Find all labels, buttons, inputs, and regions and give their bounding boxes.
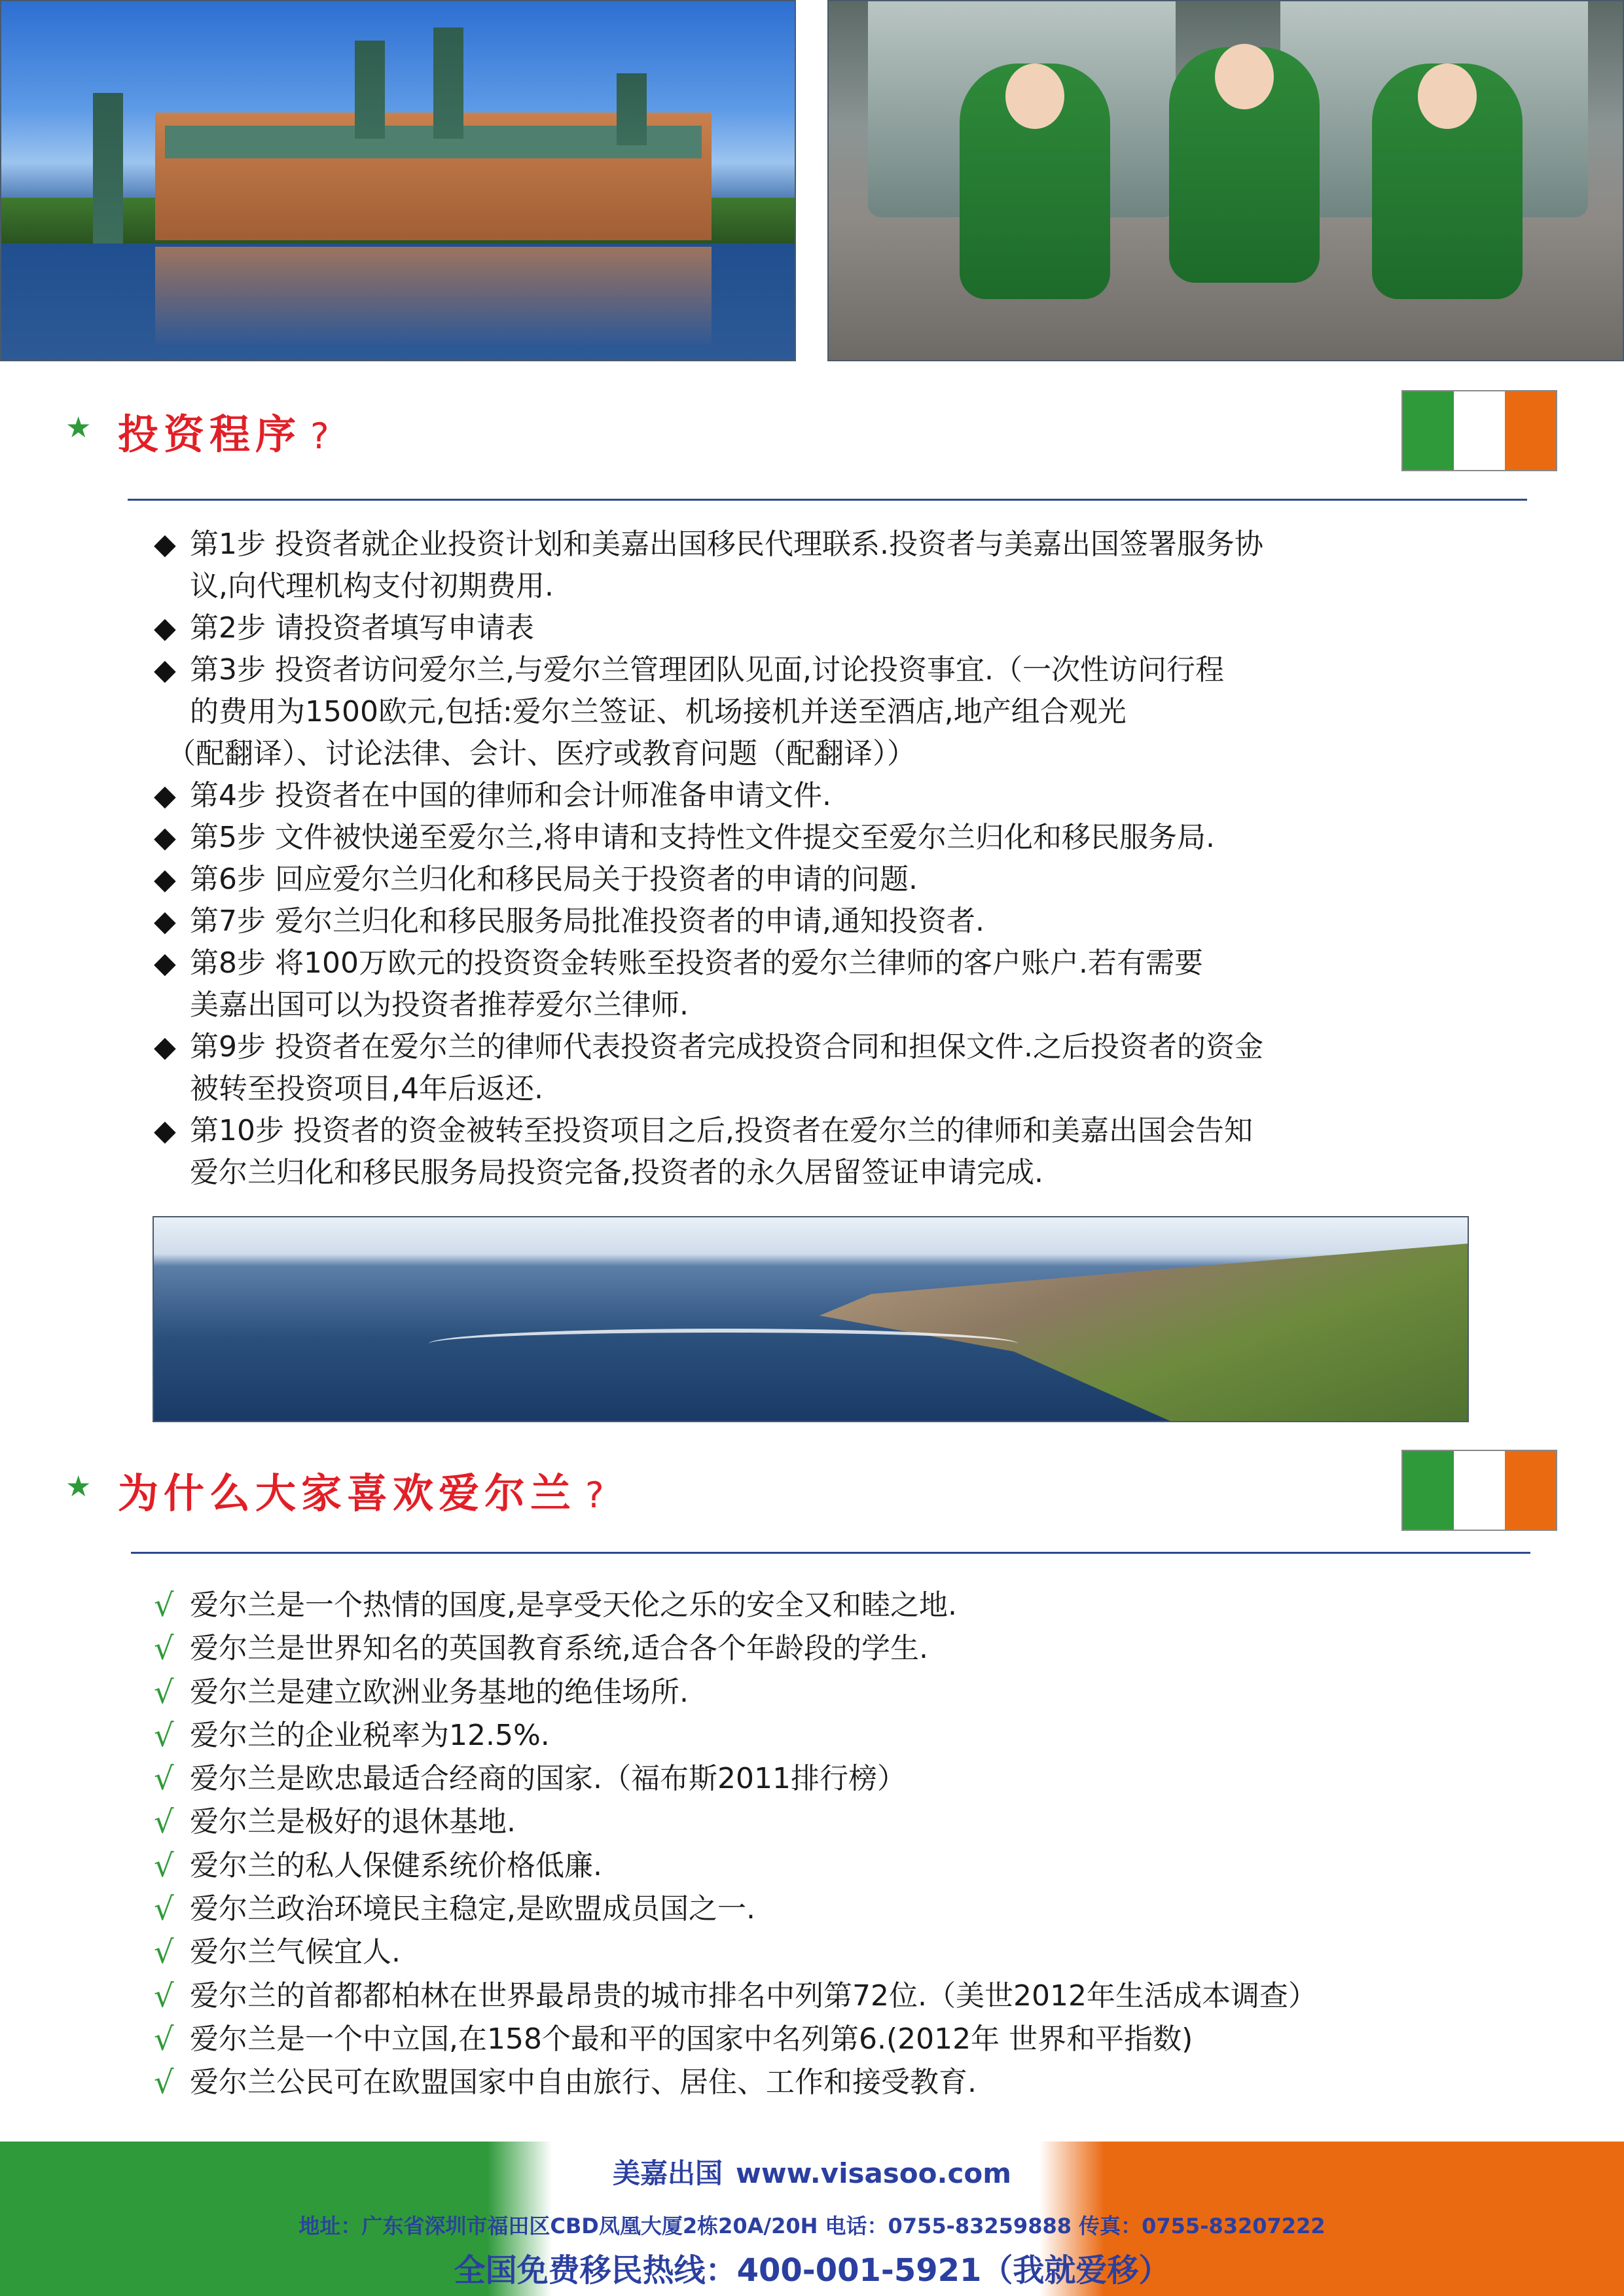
reason-text: 爱尔兰的私人保健系统价格低廉. (190, 1848, 602, 1882)
star-icon: ★ (65, 1470, 92, 1503)
diamond-icon: ◆ (154, 779, 176, 812)
footer-hotline: 全国免费移民热线：400-001-5921（我就爱移） (454, 2252, 1170, 2289)
section-heading-why-ireland: 为什么大家喜欢爱尔兰 ? (118, 1469, 604, 1517)
step-label: 第3步 (190, 653, 266, 687)
reason-item (154, 1931, 1528, 1974)
step-text-continued: 美嘉出国可以为投资者推荐爱尔兰律师. (190, 988, 689, 1022)
footer-brand-line (0, 2152, 1624, 2191)
step-line: 投资者在中国的律师和会计师准备申请文件. (275, 779, 831, 812)
reason-text: 爱尔兰公民可在欧盟国家中自由旅行、居住、工作和接受教育. (190, 2066, 977, 2100)
step-label: 第5步 (190, 821, 266, 854)
reason-item (154, 2018, 1528, 2061)
reason-text: 爱尔兰是一个中立国,在158个最和平的国家中名列第6.(2012年 世界和平指数) (190, 2022, 1193, 2056)
reason-text: 爱尔兰的企业税率为12.5%. (190, 1718, 550, 1752)
step-text (190, 942, 1502, 984)
check-icon: √ (154, 1761, 174, 1798)
step-label: 第2步 (190, 611, 266, 645)
step-item (154, 1026, 1502, 1110)
footer-url[interactable]: www.visasoo.com (736, 2157, 1011, 2189)
step-item (154, 817, 1502, 859)
step-text (190, 817, 1502, 859)
girls-photo (827, 0, 1624, 361)
reason-item (154, 1627, 1528, 1670)
diamond-icon: ◆ (154, 611, 176, 645)
diamond-icon: ◆ (154, 1114, 176, 1147)
step-text-continued: 的费用为1500欧元,包括:爱尔兰签证、机场接机并送至酒店,地产组合观光 (190, 695, 1127, 728)
step-text (190, 859, 1502, 901)
step-text-continued: 议,向代理机构支付初期费用. (190, 569, 554, 603)
check-icon: √ (154, 1804, 174, 1841)
reason-item (154, 2061, 1528, 2104)
step-item (154, 649, 1502, 775)
step-text-continued: 被转至投资项目,4年后返还. (190, 1072, 543, 1105)
check-icon: √ (154, 1717, 174, 1754)
step-item (154, 901, 1502, 942)
step-line: 回应爱尔兰归化和移民局关于投资者的申请的问题. (275, 863, 918, 896)
step-line: 投资者访问爱尔兰,与爱尔兰管理团队见面,讨论投资事宜.（一次性访问行程 (275, 653, 1224, 687)
step-text (190, 607, 1502, 649)
step-line: 投资者在爱尔兰的律师代表投资者完成投资合同和担保文件.之后投资者的资金 (275, 1030, 1263, 1064)
reason-item (154, 1714, 1528, 1757)
cliffs-photo (153, 1216, 1469, 1422)
step-item (154, 942, 1502, 1026)
diamond-icon: ◆ (154, 528, 176, 561)
reasons-list (154, 1584, 1528, 2105)
step-line: 投资者的资金被转至投资项目之后,投资者在爱尔兰的律师和美嘉出国会告知 (293, 1114, 1253, 1147)
check-icon: √ (154, 2020, 174, 2058)
footer (0, 2142, 1624, 2296)
check-icon: √ (154, 1630, 174, 1668)
step-text (190, 775, 1502, 817)
reason-text: 爱尔兰气候宜人. (190, 1935, 401, 1969)
check-icon: √ (154, 1934, 174, 1971)
reason-item (154, 1584, 1528, 1627)
reason-text: 爱尔兰是世界知名的英国教育系统,适合各个年龄段的学生. (190, 1632, 928, 1666)
step-item (154, 775, 1502, 817)
step-text (190, 1026, 1502, 1068)
star-icon: ★ (65, 411, 92, 444)
step-text-continued: （配翻译）、讨论法律、会计、医疗或教育问题（配翻译）） (167, 737, 916, 770)
footer-brand: 美嘉出国 (613, 2157, 723, 2189)
check-icon: √ (154, 1977, 174, 2015)
section-divider (131, 1552, 1530, 1554)
check-icon: √ (154, 1891, 174, 1928)
step-label: 第8步 (190, 946, 266, 980)
step-label: 第1步 (190, 528, 266, 561)
reason-text: 爱尔兰是一个热情的国度,是享受天伦之乐的安全又和睦之地. (190, 1588, 957, 1622)
reason-text: 爱尔兰是极好的退休基地. (190, 1805, 516, 1839)
diamond-icon: ◆ (154, 1030, 176, 1064)
check-icon: √ (154, 1674, 174, 1711)
diamond-icon: ◆ (154, 946, 176, 980)
step-text (190, 901, 1502, 942)
reason-text: 爱尔兰是欧忠最适合经商的国家.（福布斯2011排行榜） (190, 1762, 906, 1796)
reason-text: 爱尔兰政治环境民主稳定,是欧盟成员国之一. (190, 1892, 755, 1926)
step-text (190, 649, 1502, 691)
reason-text: 爱尔兰的首都都柏林在世界最昂贵的城市排名中列第72位.（美世2012年生活成本调查） (190, 1979, 1317, 2013)
check-icon: √ (154, 2064, 174, 2102)
diamond-icon: ◆ (154, 821, 176, 854)
step-item (154, 607, 1502, 649)
investment-steps-list (154, 524, 1502, 1194)
step-text-continued: 爱尔兰归化和移民服务局投资完备,投资者的永久居留签证申请完成. (190, 1156, 1043, 1189)
step-label: 第10步 (190, 1114, 284, 1147)
step-label: 第9步 (190, 1030, 266, 1064)
footer-address: 地址：广东省深圳市福田区CBD凤凰大厦2栋20A/20H 电话：0755-83259888 传真：0755-83207222 (298, 2214, 1326, 2238)
step-text (190, 524, 1502, 565)
step-text (190, 1110, 1502, 1152)
castle-photo (0, 0, 796, 361)
step-line: 投资者就企业投资计划和美嘉出国移民代理联系.投资者与美嘉出国签署服务协 (275, 528, 1263, 561)
step-line: 请投资者填写申请表 (275, 611, 534, 645)
diamond-icon: ◆ (154, 653, 176, 687)
diamond-icon: ◆ (154, 863, 176, 896)
ireland-flag-icon (1401, 390, 1557, 471)
step-label: 第4步 (190, 779, 266, 812)
step-item (154, 524, 1502, 607)
step-line: 将100万欧元的投资资金转账至投资者的爱尔兰律师的客户账户.若有需要 (275, 946, 1203, 980)
ireland-flag-icon (1401, 1450, 1557, 1531)
reason-item (154, 1975, 1528, 2018)
step-item (154, 1110, 1502, 1194)
reason-item (154, 1844, 1528, 1888)
step-label: 第6步 (190, 863, 266, 896)
reason-item (154, 1671, 1528, 1714)
check-icon: √ (154, 1587, 174, 1624)
reason-item (154, 1801, 1528, 1844)
section-divider (128, 499, 1527, 501)
diamond-icon: ◆ (154, 905, 176, 938)
reason-text: 爱尔兰是建立欧洲业务基地的绝佳场所. (190, 1675, 689, 1709)
step-line: 文件被快递至爱尔兰,将申请和支持性文件提交至爱尔兰归化和移民服务局. (275, 821, 1215, 854)
step-label: 第7步 (190, 905, 266, 938)
check-icon: √ (154, 1847, 174, 1884)
section-heading-investment: 投资程序 ? (118, 410, 329, 458)
step-item (154, 859, 1502, 901)
step-line: 爱尔兰归化和移民服务局批准投资者的申请,通知投资者. (275, 905, 984, 938)
reason-item (154, 1888, 1528, 1931)
reason-item (154, 1757, 1528, 1801)
